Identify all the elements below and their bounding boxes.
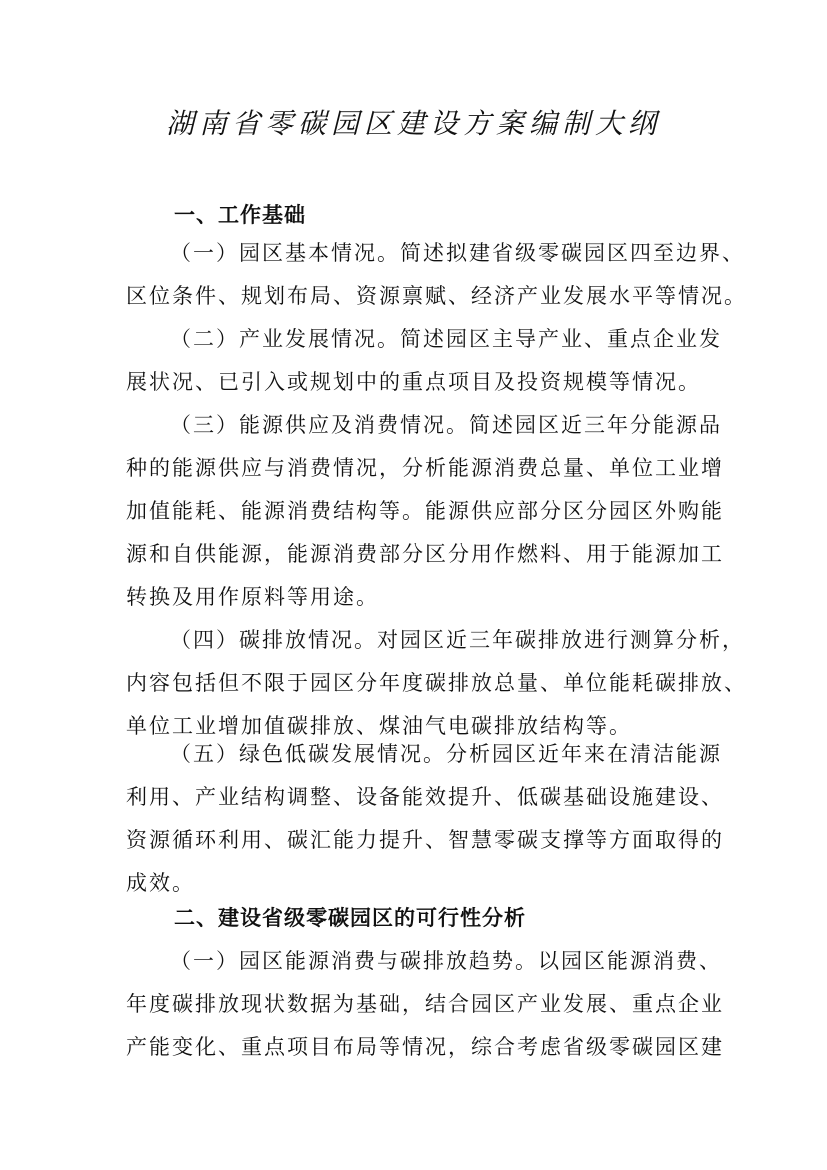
paragraph-1-2 [126, 318, 726, 404]
paragraph-line: 转换及用作原料等用途。 [126, 585, 379, 609]
paragraph-lead: （五）绿色低碳发展情况。 [170, 742, 446, 766]
paragraph-text: 简述拟建省级零碳园区四至边界、 [400, 241, 745, 265]
paragraph-line [126, 619, 745, 662]
paragraph-2-1 [126, 940, 726, 1069]
paragraph-line: 区位条件、规划布局、资源禀赋、经济产业发展水平等情况。 [126, 284, 747, 308]
paragraph-text: 简述园区主导产业、重点企业发 [400, 327, 722, 351]
paragraph-1-1 [126, 232, 747, 318]
paragraph-line: 年度碳排放现状数据为基础，结合园区产业发展、重点企业 [126, 992, 724, 1016]
section-heading-1: 一、工作基础 [174, 203, 306, 227]
paragraph-1-3 [126, 404, 726, 619]
document-title: 湖南省零碳园区建设方案编制大纲 [165, 107, 661, 140]
paragraph-text: 简述园区近三年分能源品 [469, 413, 722, 437]
paragraph-lead: （二）产业发展情况。 [170, 327, 400, 351]
paragraph-text: 以园区能源消费、 [538, 949, 722, 973]
paragraph-text: 分析园区近年来在清洁能源 [446, 742, 722, 766]
paragraph-line: 利用、产业结构调整、设备能效提升、低碳基础设施建设、 [126, 785, 724, 809]
paragraph-line: 种的能源供应与消费情况，分析能源消费总量、单位工业增 [126, 456, 724, 480]
paragraph-line: 展状况、已引入或规划中的重点项目及投资规模等情况。 [126, 370, 701, 394]
paragraph-line [126, 940, 726, 983]
paragraph-line: 资源循环利用、碳汇能力提升、智慧零碳支撑等方面取得的 [126, 828, 724, 852]
paragraph-line: 产能变化、重点项目布局等情况，综合考虑省级零碳园区建 [126, 1035, 724, 1059]
section-heading-2: 二、建设省级零碳园区的可行性分析 [174, 906, 526, 930]
paragraph-line: 单位工业增加值碳排放、煤油气电碳排放结构等。 [126, 714, 632, 738]
paragraph-line [126, 318, 726, 361]
paragraph-lead: （三）能源供应及消费情况。 [170, 413, 469, 437]
paragraph-line [126, 404, 726, 447]
paragraph-line: 成效。 [126, 871, 195, 895]
paragraph-lead: （四）碳排放情况。 [170, 628, 377, 652]
paragraph-line: 内容包括但不限于园区分年度碳排放总量、单位能耗碳排放、 [126, 671, 747, 695]
paragraph-line [126, 232, 745, 275]
paragraph-lead: （一）园区能源消费与碳排放趋势。 [170, 949, 538, 973]
paragraph-line: 加值能耗、能源消费结构等。能源供应部分区分园区外购能 [126, 499, 724, 523]
paragraph-lead: （一）园区基本情况。 [170, 241, 400, 265]
paragraph-line [126, 733, 726, 776]
paragraph-1-4 [126, 619, 747, 748]
paragraph-1-5 [126, 733, 726, 905]
paragraph-text: 对园区近三年碳排放进行测算分析， [377, 628, 745, 652]
paragraph-line: 源和自供能源，能源消费部分区分用作燃料、用于能源加工 [126, 542, 724, 566]
